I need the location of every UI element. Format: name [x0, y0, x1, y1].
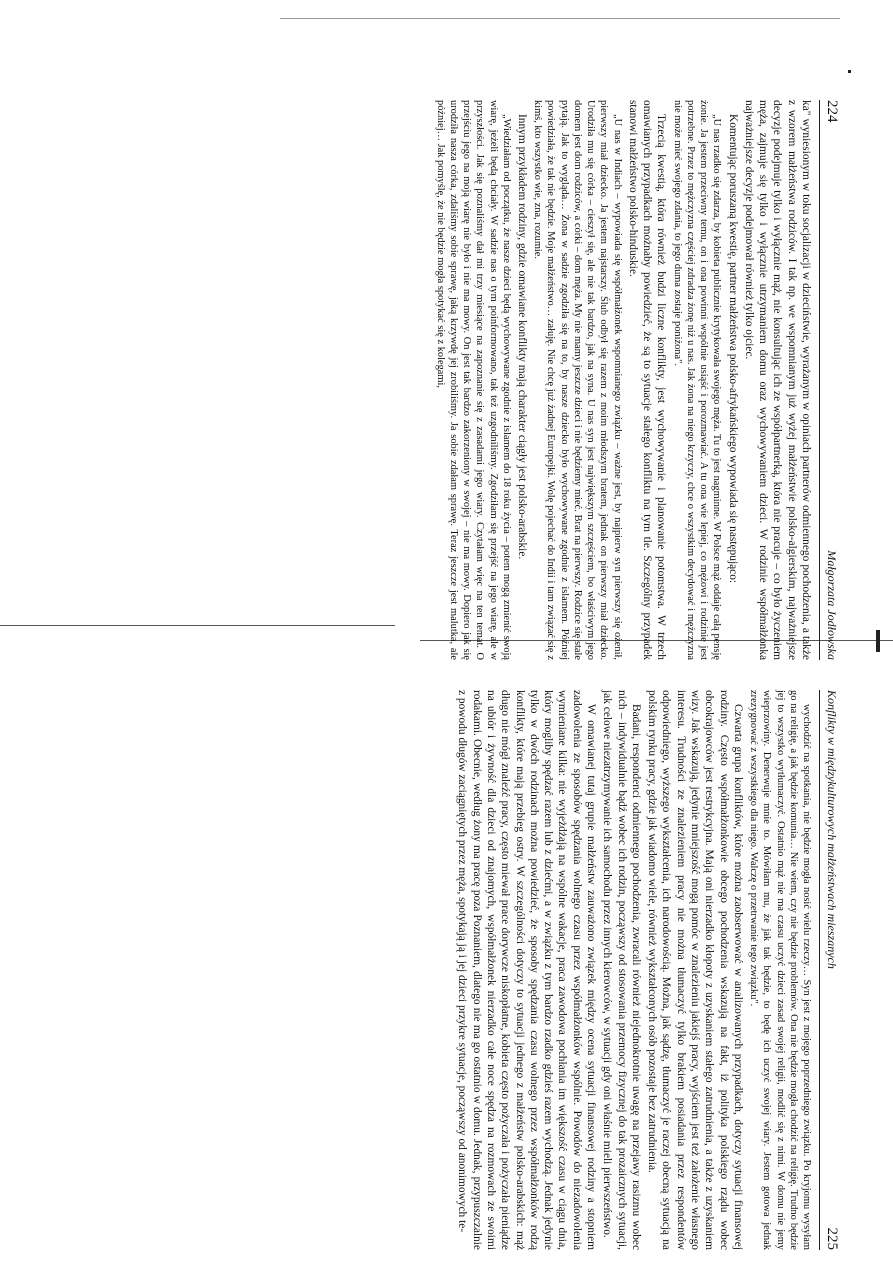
page-number: 225	[824, 1227, 840, 1250]
page-left	[120, 100, 840, 660]
quote-paragraph: „Wiedziałam od początku, że nasze dzieci będą wychowywane zgodnie z islamem do 18 roku życia – potem mogą zmienić swoją wiarę, jeżeli będą chciały. W sadzie nas o tym poinformowano, tak też uzgodniliśmy. Zgodziłam się przejść na jego wiarę, ale w przyszłości. Jak się poznaliśmy dał mi trzy miesiące na zapoznanie się z zasadami jego wiary. Czytałam więc na ten temat. O przejściu jego na moją wiarę nie było i nie ma mowy. On jest tak bardzo zakorzeniony w swojej – nie ma mowy. Dopiero jak się urodziła nasza córka, zdaliśmy sobie sprawę, jaką krzywdę jej zrobiliśmy. Ja sobie zdałam sprawę. Teraz jeszcze jest malutka, ale później… Jak pomyślę, że nie będzie mogła spotykać się z kolegami,	[434, 100, 512, 660]
page-right	[120, 690, 840, 1250]
paragraph: W omawianej tutaj grupie małżeństw zauważono związek między ocena sytuacji finansowej rodziny a stopniem zadowolenia ze sposobów spędzania wolnego czasu przez współmałżonków wspólnie. Powodów do niezadowolenia wymieniane kilka: nie wyjeżdżają na wspólne wakacje, praca zawodowa pochłania im większość czasu w ciągu dnia, który mogliby spędzać razem lub z dziećmi, a w związku z tym bardzo rzadko gdzieś razem wychodzą. Jednak jedynie tylko w dwóch rodzinach można powiedzieć, że sposoby spędzania czasu wolnego przez współmałżonków rodzą konflikty, które mają przebieg ostry. W szczególności dotyczy to sytuacji jednego z małżeństw polsko-arabskich: mąż długo nie mógł znaleźć pracy, często miewał prace dorywcze niskopłatne, kobieta często pożyczała i pożyczała pieniądze na ubiór i żywność dla dzieci od znajomych, współmałżonek nierzadko całe noce spędza na rozmowach ze swoimi rodakami. Obecnie, według żony ma pracę poza Poznaniem, dlatego nie ma go ostatnio w domu. Jednak, przypuszczalnie z powodu długów zaciągniętych przez męża, spotykają ją i jej dzieci przykre sytuacje, począwszy od anonimowych te-	[456, 690, 598, 1250]
scan-mark	[848, 70, 851, 73]
quote-paragraph: „U nas w Indiach – wypowiada się współmałżonek wspomnianego związku – ważne jest, by najpierw syn pierwszy się ożenił, pierwszy miał dziecko. Ja jestem najstarszy. Ślub odbył się razem z moim młodszym bratem, jednak on pierwszy miał dziecko. Urodziła mu się córka – cieszył się, ale nie tak bardzo, jak na syna. U nas syn jest największym szczęściem, bo właściwym jego domem jest dom rodziców, a córki – dom męża. My nie mamy jeszcze dzieci i nie będziemy mieć. Brat na pierwszy. Rodzice się stale pytają. Jak to wygląda… Żona w sadzie zgodziła się na to, by nasze dziecko było wychowywane zgodnie z islamem. Później powiedziała, że tak nie będzie. Moje małżeństwo… załuję. Nie chcę już żadnej Europejki. Wolę pojechać do Indii i tam związać się z kimś, kto wszystko wie, zna, rozumie.	[532, 100, 623, 660]
running-head-title: Konflikty w międzykulturowych małżeństwach mieszanych	[825, 690, 839, 969]
paragraph: Czwarta grupa konfliktów, które można zaobserwować w analizowanych przypadkach, dotyczy sytuacji finansowej rodziny. Często współmałżonkowie obcego pochodzenia wskazują na fakt, iż polityka polskiego rządu wobec obcokrajowców jest restrykcyjna. Mają oni nierzadko kłopoty z uzyskaniem stałego zatrudnienia, a także z uzyskaniem wizy. Jak wskazują, jedynie mniejszość mogą pomóc w znalezieniu jakiejś pracy, wyjściem jest też założenie własnego interesu. Trudności ze znalezieniem pracy nie można tłumaczyć tylko brakiem posiadania przez respondentów odpowiedniego, wyższego wykształcenia, ich narodowością. Można, jak sądzę, tłumaczyć je raczej obecną sytuacją na polskim rynku pracy, gdzie jak wiadomo wiele, również wykształconych osób pozostaje bez zatrudnienia.	[646, 690, 744, 1250]
body-text	[434, 100, 813, 660]
body-text	[455, 690, 813, 1250]
paragraph: Innym przykładem rodziny, gdzie omawiane konflikty mają charakter ciągły jest polsko-arabskie.	[516, 114, 529, 560]
running-head	[819, 690, 840, 1250]
quote-paragraph: wychodzić na spotkania, nie będzie mogła nosić wielu rzeczy… Syn jest z mojego poprzedniego związku. Po kryjomu wysyłam go na religię, a jak będzie komunia… Nie wiem, czy nie będzie problemów. Ona nie będzie mogła chodzić na religię. Trudno będzie jej to wszystko wytłumaczyć. Ostatnio mąż nie ma czasu uczyć dzieci zasad swojej religii, modlić się z nimi. W domu nie jemy wieprzowiny. Denerwuje mnie to. Mówiłam mu, że jak tak będzie, to będę ich uczyć swojej wiary. Jestem gotowa jednak zrezygnować z wszystkiego dla niego. Walczę o przetrwanie tego związku".	[748, 690, 812, 1250]
paragraph: Komentując poruszaną kwestię, partner małżeństwa polsko-afrykańskiego wypowiada się następująco:	[726, 114, 739, 584]
scan-edge-top	[280, 18, 840, 19]
paragraph: Trzecią kwestią, która również budzi liczne konflikty, jest wychowywanie i planowanie potomstwa. W trzech omawianych przypadkach możnaby powiedzieć, że są to sytuacje stałego konfliktu na tym tle. Szczególny przypadek stanowi małżeństwo polsko-hinduskie.	[626, 100, 668, 660]
paragraph: Badani, respondenci odmiennego pochodzenia, zwracali również niejednokrotnie uwagę na przejawy rasizmu wobec nich – indywidualnie bądź wobec ich rodzin, począwszy od stosowania przemocy fizycznej do tak prozaicznych sytuacji, jak celowe niezatrzymywanie ich samochodu przez innych kierowców, w sytuacji gdy oni właśnie mieli pierwszeństwo.	[601, 690, 642, 1250]
running-head-author: Małgorzata Jodłowska	[825, 550, 839, 660]
quote-paragraph: „U nas rzadko się zdarza, by kobieta publicznie krytykowała swojego męża. Tu to jest nagminne. W Polsce mąż oddaje całą pensję żonie. Ja jestem przeciwny temu, on i ona powinni wspólnie usiąść i porozmawiać. A tu ona wie lepiej, co mężowi i rodzinie jest potrzebne. Przez to mężczyzna częściej zdradza żonę niż u nas. Jak żona na niego krzyczy, chce o wszystkim decydować i mężczyzna nie może mieć swojego zdania, to jego duma zostaje poniżona".	[671, 100, 723, 660]
running-head	[819, 100, 840, 660]
paragraph: ka" wyniesionym w toku socjalizacji w dzieciństwie, wyrażanym w opiniach partnerów odmiennego pochodzenia, a także z wzorem małżeństwa rodziców. I tak np. we wspomnianym już wyżej małżeństwie polsko-algierskim, najważniejsze decyzje podejmuje tylko i wyłącznie mąż, nie konsultując ich ze współpartnerką, która nie pracuje – co było życzeniem męża, zajmuje się tylko i wyłącznie utrzymaniem domu oraz wychowywaniem dzieci. W rodzinie współmałżonka najważniejsze decyzje podejmował również tylko ojciec.	[742, 100, 812, 660]
spine-mark	[876, 630, 880, 652]
page-number: 224	[824, 100, 840, 123]
